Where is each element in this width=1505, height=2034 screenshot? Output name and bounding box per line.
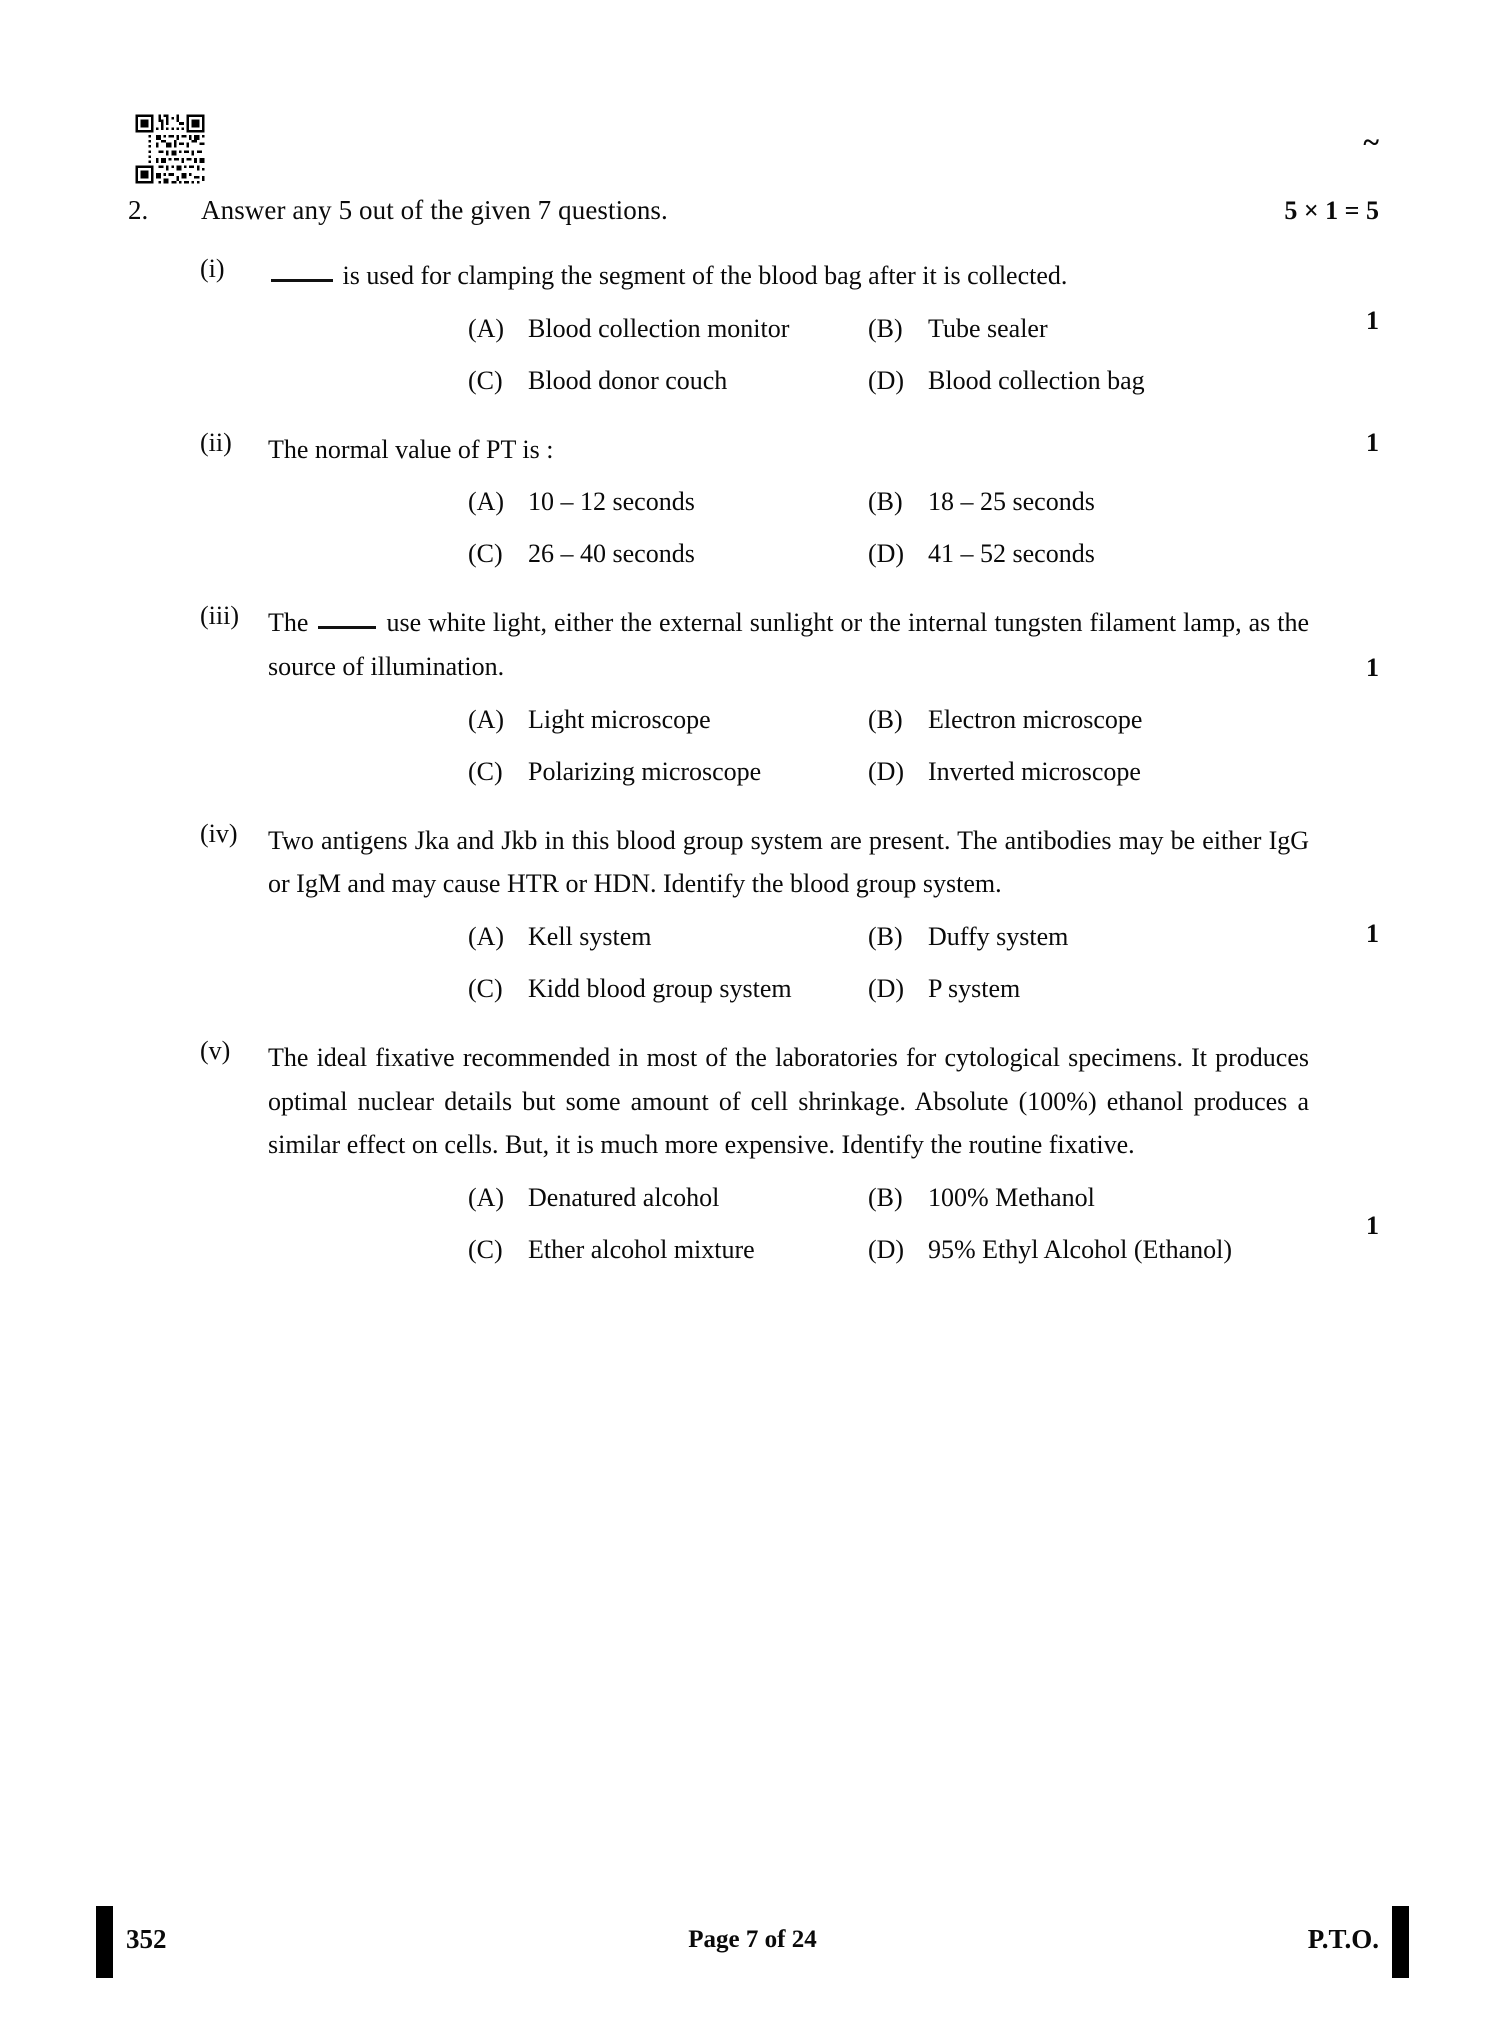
- pto-label: P.T.O.: [1307, 1924, 1379, 1954]
- options-list: [468, 314, 1253, 396]
- option-row: [468, 366, 1253, 396]
- option-label: (A): [468, 922, 505, 952]
- option-text: Inverted microscope: [928, 756, 1141, 786]
- option-c[interactable]: [468, 366, 868, 396]
- option-row: [468, 1235, 1253, 1265]
- sub-question-i: [0, 254, 1505, 396]
- sub-question-v: [0, 1036, 1505, 1265]
- option-row: [468, 974, 1253, 1004]
- sub-question-stem: Two antigens Jka and Jkb in this blood group system are present. The antibodies may be either IgG or IgM and may cause HTR or HDN. Identify the blood group system.: [268, 825, 1309, 899]
- paper-code: 352: [126, 1924, 167, 1954]
- option-label: (B): [868, 922, 903, 952]
- option-text: Denatured alcohol: [528, 1183, 720, 1213]
- answer-blank: [271, 279, 333, 282]
- option-b[interactable]: [868, 487, 1253, 517]
- option-text: Duffy system: [928, 922, 1069, 952]
- option-label: (B): [868, 313, 903, 343]
- option-a[interactable]: [468, 705, 868, 735]
- option-row: [468, 314, 1253, 344]
- question-marks-total: 5 × 1 = 5: [1284, 196, 1379, 225]
- option-c[interactable]: [468, 539, 868, 569]
- option-text: Tube sealer: [928, 313, 1048, 343]
- question-number: 2.: [128, 195, 149, 225]
- option-d[interactable]: [868, 1235, 1253, 1265]
- option-label: (D): [868, 756, 905, 786]
- option-a[interactable]: [468, 314, 868, 344]
- question-instruction: Answer any 5 out of the given 7 questions.: [201, 195, 668, 225]
- option-row: [468, 705, 1253, 735]
- question-content: [0, 195, 1505, 1265]
- option-label: (A): [468, 313, 505, 343]
- sub-question-roman: (v): [200, 1036, 231, 1066]
- option-row: [468, 487, 1253, 517]
- option-c[interactable]: [468, 1235, 868, 1265]
- option-text: Blood collection monitor: [528, 313, 790, 343]
- options-list: [468, 922, 1253, 1004]
- option-row: [468, 757, 1253, 787]
- footer-bar-right: [1392, 1906, 1409, 1978]
- sub-question-roman: (iv): [200, 818, 238, 848]
- option-d[interactable]: [868, 757, 1253, 787]
- option-text: Kidd blood group system: [528, 974, 792, 1004]
- qr-code-icon: [133, 112, 207, 186]
- sub-question-mark: 1: [1366, 653, 1379, 683]
- question-heading: [0, 195, 1505, 226]
- page-footer: [0, 1864, 1505, 2034]
- sub-question-mark: 1: [1366, 918, 1379, 948]
- top-right-mark: ~: [1363, 126, 1379, 159]
- option-label: (B): [868, 487, 903, 517]
- option-text: Light microscope: [528, 704, 711, 734]
- option-d[interactable]: [868, 366, 1253, 396]
- option-label: (B): [868, 1183, 903, 1213]
- sub-question-mark: 1: [1366, 427, 1379, 457]
- sub-question-ii: [0, 428, 1505, 570]
- sub-question-mark: 1: [1366, 306, 1379, 335]
- option-text: 100% Methanol: [928, 1183, 1095, 1213]
- sub-question-stem: The normal value of PT is :: [268, 434, 554, 464]
- option-label: (C): [468, 539, 503, 569]
- option-b[interactable]: [868, 922, 1253, 952]
- options-list: [468, 1183, 1253, 1265]
- option-text: 26 – 40 seconds: [528, 539, 695, 569]
- sub-question-roman: (iii): [200, 601, 239, 631]
- footer-bar-left: [96, 1906, 113, 1978]
- option-text: 95% Ethyl Alcohol (Ethanol): [928, 1235, 1233, 1265]
- option-label: (B): [868, 704, 903, 734]
- sub-question-roman: (i): [200, 254, 225, 283]
- sub-question-stem: The ideal fixative recommended in most of the laboratories for cytological specimens. It produces optimal nuclear details but some amount of cell shrinkage. Absolute (100%) ethanol produces a similar effect on cells. But, it is much more expensive. Identify the routine fixative.: [268, 1043, 1309, 1160]
- sub-question-iii: [0, 601, 1505, 786]
- options-list: [468, 705, 1253, 787]
- option-label: (A): [468, 1183, 505, 1213]
- option-text: Blood collection bag: [928, 365, 1145, 395]
- options-list: [468, 487, 1253, 569]
- option-text: 10 – 12 seconds: [528, 487, 695, 517]
- option-text: Electron microscope: [928, 704, 1143, 734]
- option-c[interactable]: [468, 757, 868, 787]
- option-label: (C): [468, 1235, 503, 1265]
- option-a[interactable]: [468, 922, 868, 952]
- option-text: Polarizing microscope: [528, 756, 762, 786]
- option-label: (C): [468, 365, 503, 395]
- sub-question-iv: [0, 819, 1505, 1004]
- option-text: 41 – 52 seconds: [928, 539, 1095, 569]
- option-d[interactable]: [868, 539, 1253, 569]
- option-text: 18 – 25 seconds: [928, 487, 1095, 517]
- option-row: [468, 539, 1253, 569]
- sub-question-stem: is used for clamping the segment of the blood bag after it is collected.: [268, 254, 1309, 298]
- option-a[interactable]: [468, 487, 868, 517]
- sub-question-roman: (ii): [200, 427, 232, 457]
- sub-question-mark: 1: [1366, 1211, 1379, 1241]
- option-label: (D): [868, 365, 905, 395]
- option-label: (A): [468, 487, 505, 517]
- answer-blank: [318, 626, 376, 629]
- option-text: Blood donor couch: [528, 365, 728, 395]
- option-text: Kell system: [528, 922, 652, 952]
- option-label: (C): [468, 756, 503, 786]
- option-label: (C): [468, 974, 503, 1004]
- option-row: [468, 1183, 1253, 1213]
- option-label: (D): [868, 974, 905, 1004]
- option-text: P system: [928, 974, 1021, 1004]
- option-label: (D): [868, 539, 905, 569]
- option-c[interactable]: [468, 974, 868, 1004]
- option-text: Ether alcohol mixture: [528, 1235, 755, 1265]
- option-label: (A): [468, 704, 505, 734]
- sub-question-stem: The use white light, either the external sunlight or the internal tungsten filament lamp, as the source of illumination.: [268, 608, 1310, 682]
- page-label: Page 7 of 24: [688, 1925, 817, 1953]
- option-b[interactable]: [868, 314, 1253, 344]
- option-a[interactable]: [468, 1183, 868, 1213]
- option-b[interactable]: [868, 1183, 1253, 1213]
- option-d[interactable]: [868, 974, 1253, 1004]
- footer-line: [126, 1924, 1379, 1955]
- option-label: (D): [868, 1235, 905, 1265]
- option-b[interactable]: [868, 705, 1253, 735]
- option-row: [468, 922, 1253, 952]
